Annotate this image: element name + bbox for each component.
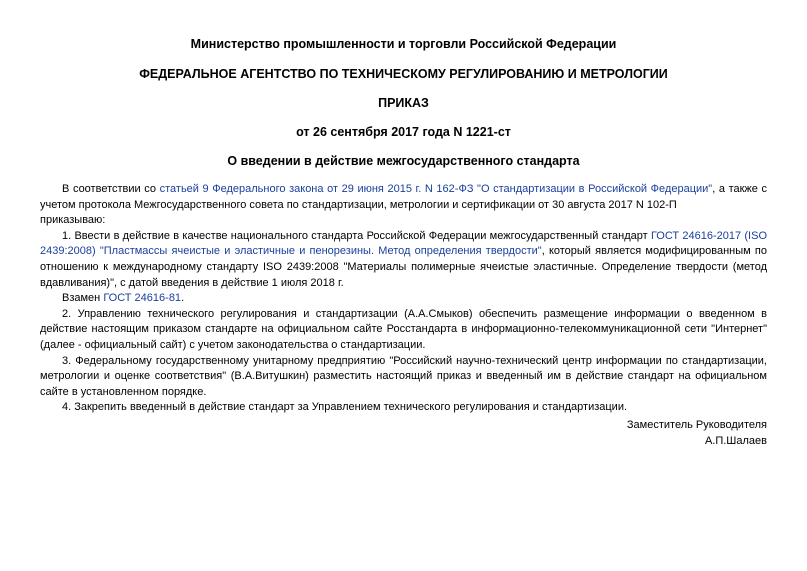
item-3-paragraph: 3. Федеральному государственному унитарному предприятию "Российский научно-технический центр информации по стандартизации, метрологии и оценке соответствия" (В.А.Витушкин) разместить настоящий приказ и введенный им в действие стандарт на официальном сайте в установленном порядке.: [40, 354, 767, 398]
item-4-paragraph: 4. Закрепить введенный в действие стандарт за Управлением технического регулирования и стандартизации.: [62, 401, 628, 414]
replacement-text: Взамен: [62, 292, 104, 305]
document-type: ПРИКАЗ: [378, 96, 429, 110]
document-subject: О введении в действие межгосударственного стандарта: [227, 154, 580, 168]
item-1-text-2: , который является модифицированным по отношению к международному стандарту ISO 2439:2008 "Материалы полимерные ячеистые эластичные. Определение твердости (метод вдавливания)", с датой введения в действие 1 июля 2018 г.: [40, 245, 767, 289]
order-word: приказываю:: [40, 214, 106, 227]
gost-2017-link[interactable]: ГОСТ 24616-2017 (ISO 2439:2008) "Пластмассы ячеистые и эластичные и пенорезины. Метод определения твердости": [40, 229, 768, 258]
item-1-paragraph: [40, 229, 767, 291]
document-body: [40, 182, 767, 449]
federal-law-link[interactable]: статьей 9 Федерального закона от 29 июня 2015 г. N 162-ФЗ "О стандартизации в Российской Федерации": [159, 183, 713, 195]
intro-paragraph: [40, 182, 767, 213]
gost-81-link[interactable]: ГОСТ 24616-81: [103, 292, 182, 305]
intro-text-2: , а также с учетом протокола Межгосударственного совета по стандартизации, метрологии и сертификации от 30 августа 2017 N 102-П: [40, 183, 768, 211]
item-2-paragraph: 2. Управлению технического регулирования и стандартизации (А.А.Смыков) обеспечить размещение информации о введенном в действие настоящим приказом стандарте на официальном сайте Росстандарта в информационно-телекоммуникационной сети "Интернет" (далее - официальный сайт) с учетом законодательства о стандартизации.: [40, 307, 767, 351]
ministry-title: Министерство промышленности и торговли Российской Федерации: [190, 37, 617, 51]
signer-name: А.П.Шалаев: [704, 434, 767, 447]
replacement-paragraph: [40, 291, 767, 307]
intro-text-1: В соответствии со: [62, 183, 160, 195]
document-date-number: от 26 сентября 2017 года N 1221-ст: [296, 125, 511, 139]
item-1-text-1: 1. Ввести в действие в качестве национального стандарта Российской Федерации межгосударственный стандарт: [62, 229, 651, 242]
agency-title: ФЕДЕРАЛЬНОЕ АГЕНТСТВО ПО ТЕХНИЧЕСКОМУ РЕГУЛИРОВАНИЮ И МЕТРОЛОГИИ: [139, 67, 668, 81]
replacement-period: .: [181, 292, 185, 305]
signer-position: Заместитель Руководителя: [626, 418, 767, 431]
